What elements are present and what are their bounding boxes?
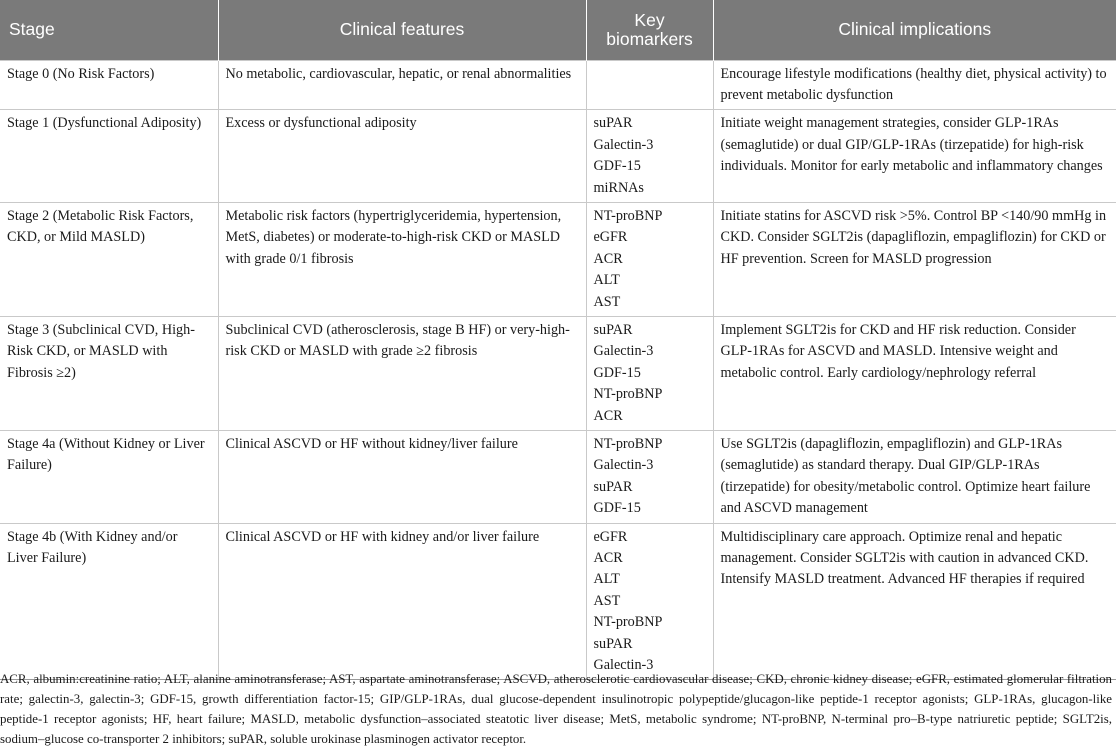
implications-cell: Initiate weight management strategies, consider GLP-1RAs (semaglutide) or dual GIP/GLP-1RAs (tirzepatide) for high-risk individuals. Monitor for early metabolic and inflammatory changes bbox=[713, 110, 1116, 203]
biomarkers-cell bbox=[586, 60, 713, 110]
biomarker-item: AST bbox=[593, 592, 621, 609]
biomarker-item: suPAR bbox=[593, 321, 633, 338]
stage-cell: Stage 4b (With Kidney and/or Liver Failure) bbox=[0, 523, 218, 680]
features-cell: Metabolic risk factors (hypertriglyceridemia, hypertension, MetS, diabetes) or moderate-to-high-risk CKD or MASLD with grade 0/1 fibrosis bbox=[218, 202, 586, 316]
table-header-row bbox=[0, 0, 1116, 60]
stage-cell: Stage 4a (Without Kidney or Liver Failure) bbox=[0, 431, 218, 524]
header-clinical-implications: Clinical implications bbox=[713, 0, 1116, 60]
implications-cell: Implement SGLT2is for CKD and HF risk reduction. Consider GLP-1RAs for ASCVD and MASLD. Intensive weight and metabolic control. Early cardiology/nephrology referral bbox=[713, 316, 1116, 430]
biomarker-item: NT-proBNP bbox=[593, 436, 663, 452]
header-stage: Stage bbox=[0, 0, 218, 60]
biomarker-item: NT-proBNP bbox=[593, 386, 663, 403]
header-clinical-features: Clinical features bbox=[218, 0, 586, 60]
implications-cell: Initiate statins for ASCVD risk >5%. Control BP <140/90 mmHg in CKD. Consider SGLT2is (dapagliflozin, empagliflozin) for CKD or HF prevention. Screen for MASLD progression bbox=[713, 202, 1116, 316]
biomarkers-cell bbox=[586, 202, 713, 316]
biomarker-item: Galectin-3 bbox=[593, 136, 654, 153]
biomarker-item: ALT bbox=[593, 272, 620, 289]
abbreviations-footnote: ACR, albumin:creatinine ratio; ALT, alanine aminotransferase; AST, aspartate aminotransferase; ASCVD, atherosclerotic cardiovascular disease; CKD, chronic kidney disease; eGFR, estimated glomerular filtration rate; galectin-3, galectin-3; GDF-15, growth differentiation factor-15; GIP/GLP-1RAs, dual glucose-dependent insulinotropic polypeptide/glucagon-like peptide-1 receptor agonists; GLP-1RAs, glucagon-like peptide-1 receptor agonists; HF, heart failure; MASLD, metabolic dysfunction–associated steatotic liver disease; MetS, metabolic syndrome; NT-proBNP, N-terminal pro–B-type natriuretic peptide; SGLT2is, sodium–glucose co-transporter 2 inhibitors; suPAR, soluble urokinase plasminogen activator receptor. bbox=[0, 672, 1112, 746]
stage-cell: Stage 3 (Subclinical CVD, High-Risk CKD, or MASLD with Fibrosis ≥2) bbox=[0, 316, 218, 430]
biomarker-item: NT-proBNP bbox=[593, 614, 663, 631]
biomarker-item: miRNAs bbox=[593, 179, 644, 196]
table-row bbox=[0, 431, 1116, 524]
biomarker-item: ACR bbox=[593, 550, 623, 567]
header-key-biomarkers: Key biomarkers bbox=[586, 0, 713, 60]
biomarker-item: GDF-15 bbox=[593, 158, 641, 175]
table-row bbox=[0, 110, 1116, 203]
biomarker-item: ACR bbox=[593, 407, 623, 424]
table-row bbox=[0, 523, 1116, 680]
features-cell: Clinical ASCVD or HF without kidney/liver failure bbox=[218, 431, 586, 524]
features-cell: Subclinical CVD (atherosclerosis, stage B HF) or very-high-risk CKD or MASLD with grade ≥2 fibrosis bbox=[218, 316, 586, 430]
biomarker-item: GDF-15 bbox=[593, 500, 641, 517]
biomarker-item: Galectin-3 bbox=[593, 343, 654, 360]
table-row bbox=[0, 60, 1116, 110]
stage-cell: Stage 1 (Dysfunctional Adiposity) bbox=[0, 110, 218, 203]
biomarker-item: ALT bbox=[593, 571, 620, 588]
biomarker-item: Galectin-3 bbox=[593, 657, 654, 674]
biomarker-item: AST bbox=[593, 293, 621, 310]
biomarker-item: suPAR bbox=[593, 115, 633, 132]
table-row bbox=[0, 202, 1116, 316]
biomarker-item: NT-proBNP bbox=[593, 207, 663, 224]
stage-cell: Stage 0 (No Risk Factors) bbox=[0, 60, 218, 110]
biomarkers-cell bbox=[586, 110, 713, 203]
features-cell: Clinical ASCVD or HF with kidney and/or liver failure bbox=[218, 523, 586, 680]
table-row bbox=[0, 316, 1116, 430]
biomarker-item: eGFR bbox=[593, 229, 628, 246]
biomarkers-cell bbox=[586, 431, 713, 524]
features-cell: No metabolic, cardiovascular, hepatic, or renal abnormalities bbox=[218, 60, 586, 110]
biomarker-item: suPAR bbox=[593, 478, 633, 495]
biomarker-item: suPAR bbox=[593, 635, 633, 652]
implications-cell: Multidisciplinary care approach. Optimize renal and hepatic management. Consider SGLT2is with caution in advanced CKD. Intensify MASLD treatment. Advanced HF therapies if required bbox=[713, 523, 1116, 680]
biomarker-item: ACR bbox=[593, 250, 623, 267]
implications-cell: Use SGLT2is (dapagliflozin, empagliflozin) and GLP-1RAs (semaglutide) as standard therapy. Dual GIP/GLP-1RAs (tirzepatide) for obesity/metabolic control. Optimize heart failure and ASCVD management bbox=[713, 431, 1116, 524]
biomarkers-cell bbox=[586, 316, 713, 430]
implications-cell: Encourage lifestyle modifications (healthy diet, physical activity) to prevent metabolic dysfunction bbox=[713, 60, 1116, 110]
biomarker-item: GDF-15 bbox=[593, 364, 641, 381]
biomarker-item: eGFR bbox=[593, 528, 628, 545]
features-cell: Excess or dysfunctional adiposity bbox=[218, 110, 586, 203]
stage-cell: Stage 2 (Metabolic Risk Factors, CKD, or Mild MASLD) bbox=[0, 202, 218, 316]
biomarker-item: Galectin-3 bbox=[593, 457, 654, 474]
biomarkers-cell bbox=[586, 523, 713, 680]
